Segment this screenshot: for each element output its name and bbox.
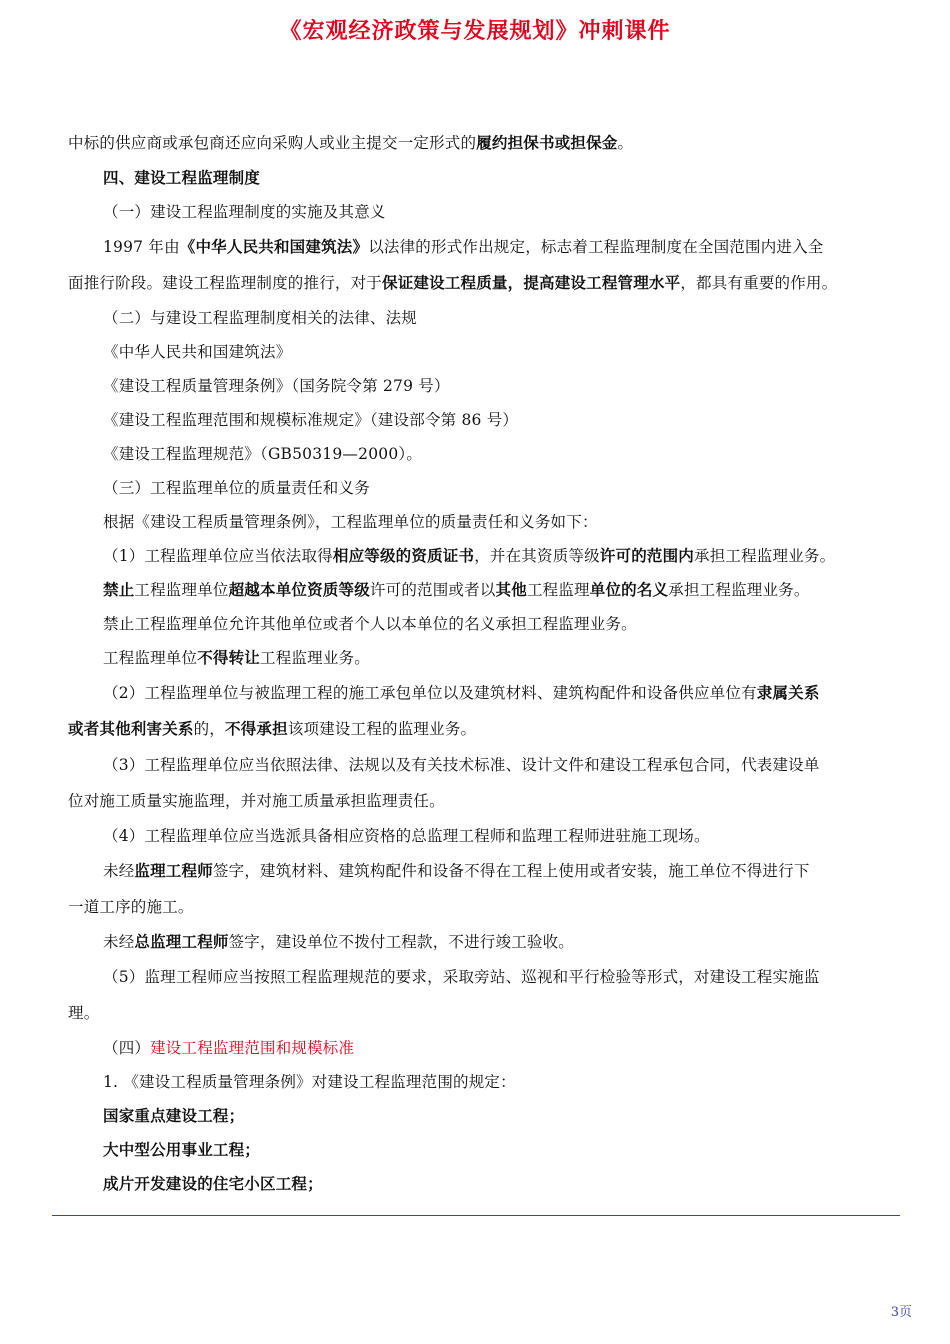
page-title: 《宏观经济政策与发展规划》冲刺课件	[279, 19, 671, 44]
bold-text: 成片开发建设的住宅小区工程；	[103, 1174, 323, 1193]
text-line	[68, 195, 898, 229]
text-line	[68, 607, 898, 641]
text-span: 签字，建设单位不拨付工程款，不进行竣工验收。	[228, 933, 575, 951]
text-span: （5）监理工程师应当按照工程监理规范的要求，采取旁站、巡视和平行检验等形式，对建设工程实施监	[103, 968, 820, 986]
text-line	[68, 889, 898, 925]
bold-text: 大中型公用事业工程；	[103, 1140, 261, 1159]
text-span: 面推行阶段。建设工程监理制度的推行，对于	[68, 274, 383, 292]
text-span: （三）工程监理单位的质量责任和义务	[103, 479, 370, 497]
bold-text: 保证建设工程质量，提高建设工程管理水平	[382, 273, 681, 292]
text-span: （一）建设工程监理制度的实施及其意义	[103, 203, 386, 221]
text-line	[68, 995, 898, 1031]
text-span: 工程监理单位	[134, 581, 229, 599]
text-span: 工程监理业务。	[260, 649, 370, 667]
text-line	[68, 641, 898, 675]
text-span: 中标的供应商或承包商还应向采购人或业主提交一定形式的	[68, 134, 477, 152]
text-span: 《建设工程监理范围和规模标准规定》（建设部令第 86 号）	[103, 411, 519, 429]
text-span: 1997 年由	[103, 238, 180, 256]
text-span: 工程监理单位	[103, 649, 198, 667]
text-span: 1. 《建设工程质量管理条例》对建设工程监理范围的规定：	[103, 1073, 516, 1091]
bold-text: 其他	[495, 580, 527, 599]
text-line	[68, 783, 898, 819]
text-line	[68, 747, 898, 783]
text-line	[68, 925, 898, 959]
bold-text: 许可的范围内	[599, 546, 694, 565]
text-line	[68, 853, 898, 889]
bold-text: 不得承担	[225, 719, 288, 738]
text-line	[68, 505, 898, 539]
text-span: （4）工程监理单位应当选派具备相应资格的总监理工程师和监理工程师进驻施工现场。	[103, 827, 710, 845]
text-line	[68, 161, 898, 195]
bold-text: 总监理工程师	[134, 932, 229, 951]
highlight-text: 建设工程监理范围和规模标准	[150, 1039, 355, 1057]
text-line	[68, 369, 898, 403]
text-span: 以法律的形式作出规定，标志着工程监理制度在全国范围内进入全	[368, 238, 824, 256]
text-line	[68, 335, 898, 369]
bold-text: 相应等级的资质证书	[332, 546, 475, 565]
text-span: ，都具有重要的作用。	[680, 274, 838, 292]
text-line	[68, 959, 898, 995]
text-span: 一道工序的施工。	[68, 898, 194, 916]
document-body	[68, 125, 898, 1201]
text-span: （二）与建设工程监理制度相关的法律、法规	[103, 309, 418, 327]
text-line	[68, 471, 898, 505]
text-span: 禁止工程监理单位允许其他单位或者个人以本单位的名义承担工程监理业务。	[103, 615, 637, 633]
bold-text: 或者其他利害关系	[68, 719, 194, 738]
text-line	[68, 1099, 898, 1133]
bold-text: 四、建设工程监理制度	[103, 168, 261, 187]
text-span: 《中华人民共和国建筑法》	[103, 343, 292, 361]
text-span: 的，	[193, 720, 226, 738]
text-span: 理。	[68, 1004, 100, 1022]
text-span: （1）工程监理单位应当依法取得	[103, 547, 333, 565]
bold-text: 履约担保书或担保金	[476, 133, 618, 152]
text-span: 承担工程监理业务。	[694, 547, 836, 565]
text-span: 。	[617, 134, 634, 152]
text-span: 签字，建筑材料、建筑构配件和设备不得在工程上使用或者安装，施工单位不得进行下	[212, 862, 810, 880]
text-line	[68, 125, 898, 161]
text-line	[68, 819, 898, 853]
text-span: 该项建设工程的监理业务。	[287, 720, 477, 738]
text-span: ，并在其资质等级	[474, 547, 600, 565]
text-span: 《建设工程监理规范》（GB50319—2000）。	[103, 445, 423, 463]
text-span: （2）工程监理单位与被监理工程的施工承包单位以及建筑材料、建筑构配件和设备供应单位有	[103, 684, 757, 702]
text-span: 许可的范围或者以	[369, 581, 496, 599]
footer-divider	[52, 1215, 900, 1216]
bold-text: 国家重点建设工程；	[103, 1106, 245, 1125]
text-line	[68, 1167, 898, 1201]
bold-text: 单位的名义	[589, 580, 669, 599]
text-line	[68, 437, 898, 471]
bold-text: 不得转让	[197, 648, 261, 667]
text-span: （3）工程监理单位应当依照法律、法规以及有关技术标准、设计文件和建设工程承包合同，代表建设单	[103, 756, 820, 774]
text-line	[68, 1133, 898, 1167]
text-line	[68, 403, 898, 437]
text-span: 承担工程监理业务。	[668, 581, 810, 599]
bold-text: 禁止	[103, 580, 135, 599]
text-span: 《建设工程质量管理条例》（国务院令第 279 号）	[103, 377, 450, 395]
page-number: 3页	[890, 1305, 912, 1320]
text-line	[68, 675, 898, 711]
bold-text: 监理工程师	[134, 861, 213, 880]
text-span: 未经	[103, 933, 135, 951]
text-line	[68, 229, 898, 265]
text-span: 工程监理	[526, 581, 590, 599]
text-span: 根据《建设工程质量管理条例》，工程监理单位的质量责任和义务如下：	[103, 513, 598, 531]
text-line	[68, 1031, 898, 1065]
text-line	[68, 1065, 898, 1099]
text-line	[68, 711, 898, 747]
text-span: 未经	[103, 862, 135, 880]
text-line	[68, 573, 898, 607]
bold-text: 隶属关系	[756, 683, 820, 702]
text-span: （四）	[103, 1039, 151, 1057]
text-line	[68, 301, 898, 335]
text-line	[68, 539, 898, 573]
text-span: 位对施工质量实施监理，并对施工质量承担监理责任。	[68, 792, 445, 810]
bold-text: 超越本单位资质等级	[228, 580, 370, 599]
bold-text: 《中华人民共和国建筑法》	[179, 237, 369, 256]
text-line	[68, 265, 898, 301]
